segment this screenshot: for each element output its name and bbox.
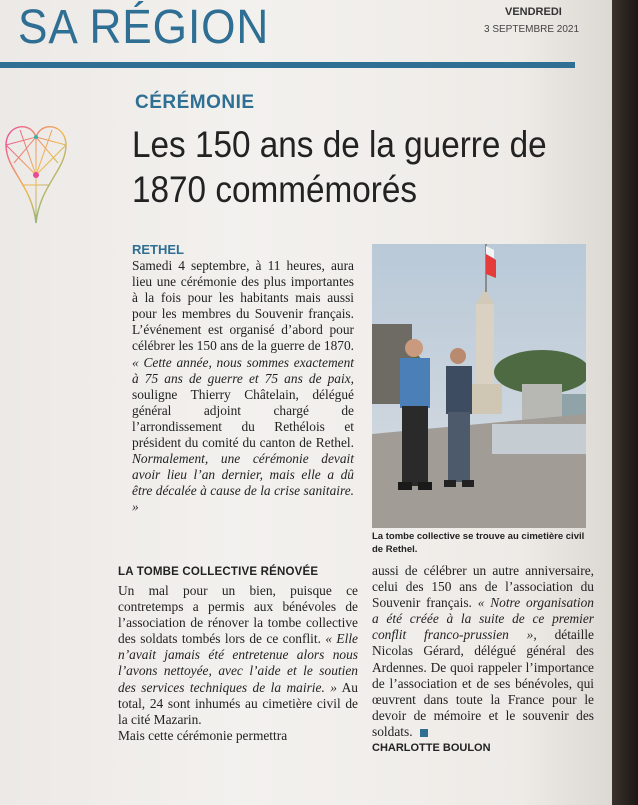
end-square-icon bbox=[420, 729, 428, 737]
right-quote: « Notre organisation a été créée à la suite de ce premier conflit franco-prussien », bbox=[372, 595, 594, 643]
section-paragraph-total: Au total, 24 sont inhumés au cimetière civil de la cité Mazarin. bbox=[118, 679, 358, 727]
geodesic-heart-logo bbox=[0, 115, 72, 225]
third-column bbox=[372, 563, 594, 756]
article-photo bbox=[372, 244, 586, 528]
article-kicker: CÉRÉMONIE bbox=[135, 92, 255, 113]
section-quote: « Elle n’avait jamais été entretenue alors nous l’avons nettoyée, avec l’aide et le soutien des services techniques de la mairie. » bbox=[118, 631, 358, 695]
section-title: SA RÉGION bbox=[18, 1, 270, 54]
article-byline: CHARLOTTE BOULON bbox=[372, 742, 491, 755]
lead-column bbox=[132, 258, 354, 516]
photo-caption: La tombe collective se trouve au cimetière civil de Rethel. bbox=[372, 531, 585, 555]
section-paragraph: Un mal pour un bien, puisque ce contretemps a permis aux bénévoles de l’association de rénover la tombe collective des soldats tombés lors de ce conflit. bbox=[118, 583, 358, 647]
issue-day: VENDREDI bbox=[505, 6, 562, 18]
lead-paragraph: Samedi 4 septembre, à 11 heures, aura lieu une cérémonie des plus importantes à la fois pour les habitants mais aussi pour les membres du Souvenir français. L’événement est organisé d’abord pour célébrer les 150 ans de la guerre de 1870. bbox=[132, 258, 354, 354]
lead-quote: « Cette année, nous sommes exactement à 75 ans de guerre et 75 ans de paix, bbox=[132, 354, 354, 386]
issue-date: 3 SEPTEMBRE 2021 bbox=[484, 24, 580, 35]
lead-attribution: souligne Thierry Châtelain, délégué général adjoint chargé de l’arrondissement du Rethélois et président du comité du canton de Rethel. bbox=[132, 386, 354, 451]
article-dateline: RETHEL bbox=[132, 242, 184, 257]
cemetery-photo-illustration bbox=[372, 244, 586, 528]
lead-quote-continued: Normalement, une cérémonie devait avoir lieu l’an dernier, mais elle a dû être décalée à cause de la crise sanitaire. » bbox=[132, 451, 354, 515]
section-subhead: LA TOMBE COLLECTIVE RÉNOVÉE bbox=[118, 566, 319, 578]
right-paragraph: aussi de célébrer un autre anniversaire, celui des 150 ans de l’association du Souvenir français. bbox=[372, 563, 594, 611]
article-headline: Les 150 ans de la guerre de 1870 commémorés bbox=[132, 124, 547, 210]
section-paragraph-continuation: Mais cette cérémonie permettra bbox=[118, 727, 288, 743]
second-column bbox=[118, 583, 358, 744]
section-rule bbox=[0, 62, 575, 68]
right-paragraph-end: détaille Nicolas Gérard, délégué général des Ardennes. De quoi rappeler l’importance de l’association et de ses bénévoles, qui œuvrent dans toute la France pour le devoir de mémoire et le souvenir des soldats. bbox=[372, 627, 594, 739]
page-edge-shadow bbox=[612, 0, 638, 805]
